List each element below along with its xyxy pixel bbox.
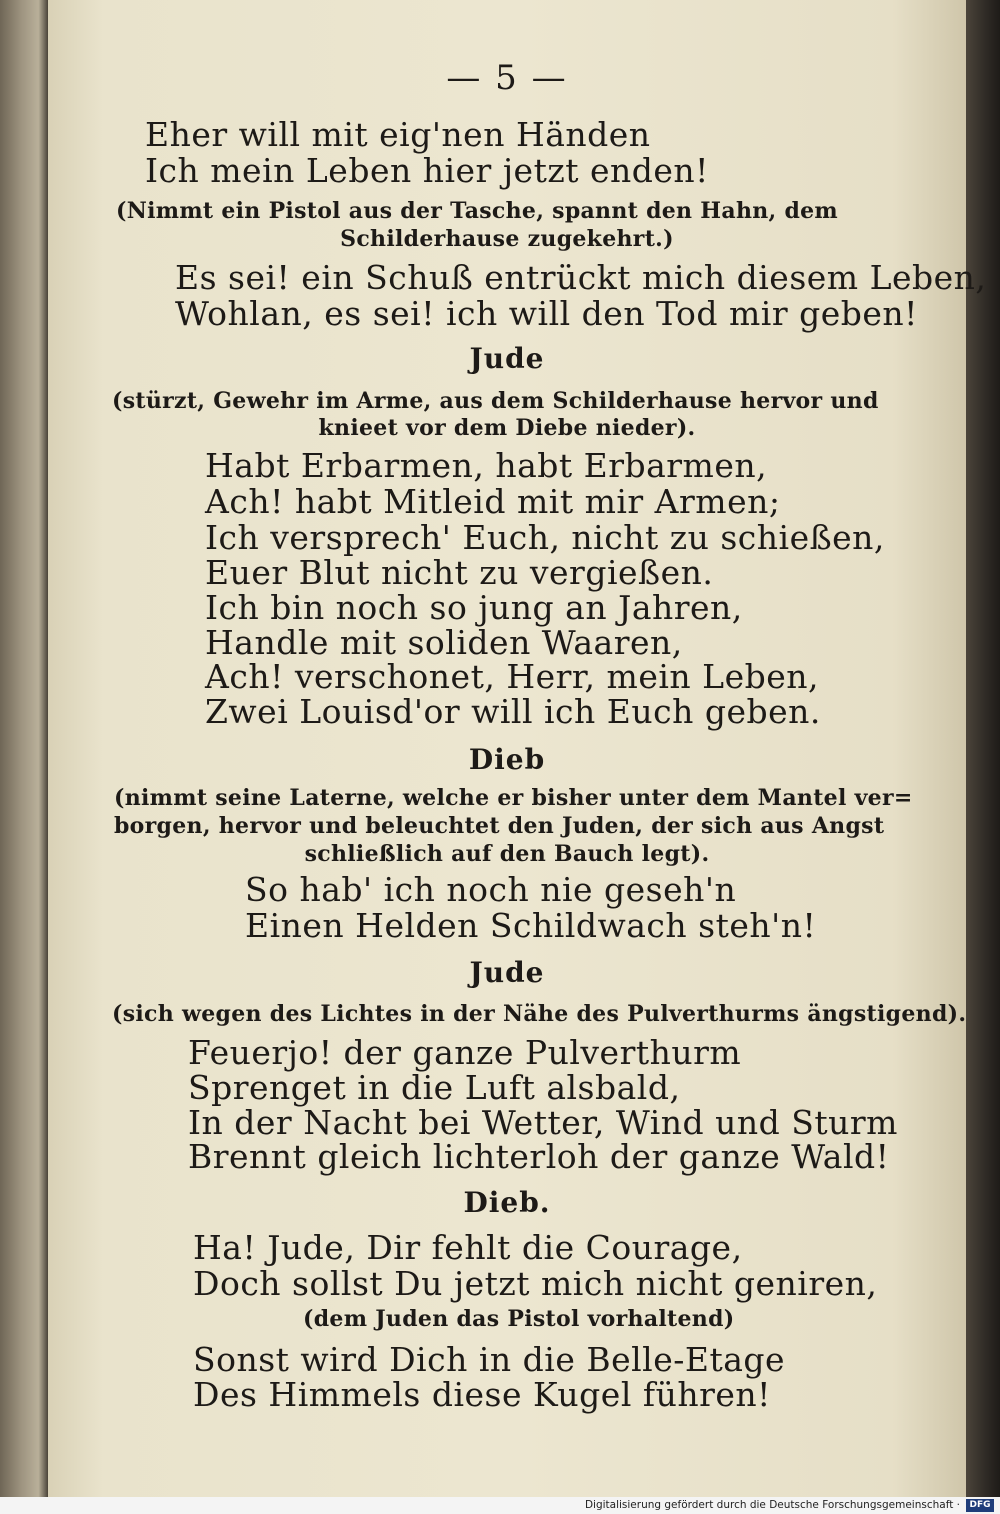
verse-line: In der Nacht bei Wetter, Wind und Sturm — [188, 1103, 898, 1142]
page-number: — 5 — — [446, 58, 568, 98]
verse-line: So hab' ich noch nie geseh'n — [245, 870, 737, 909]
scan-right-edge — [966, 0, 1000, 1497]
verse-line: Sprenget in die Luft alsbald, — [188, 1068, 681, 1107]
footer-note: Digitalisierung gefördert durch die Deutsche Forschungsgemeinschaft · — [584, 1499, 960, 1511]
book-page — [48, 0, 987, 1497]
verse-line: Ich mein Leben hier jetzt enden! — [145, 151, 709, 190]
verse-line: Feuerjo! der ganze Pulverthurm — [188, 1033, 742, 1072]
verse-line: Doch sollst Du jetzt mich nicht geniren, — [193, 1264, 878, 1303]
verse-line: Ich versprech' Euch, nicht zu schießen, — [205, 518, 885, 557]
verse-line: Des Himmels diese Kugel führen! — [193, 1375, 771, 1414]
verse-line: Ha! Jude, Dir fehlt die Courage, — [193, 1228, 743, 1267]
verse-line: Wohlan, es sei! ich will den Tod mir geben! — [175, 294, 918, 333]
speaker-name: Jude — [469, 342, 545, 375]
stage-direction: (Nimmt ein Pistol aus der Tasche, spannt den Hahn, dem — [116, 198, 839, 224]
verse-line: Ach! verschonet, Herr, mein Leben, — [205, 657, 819, 696]
speaker-name: Jude — [469, 956, 545, 989]
verse-line: Einen Helden Schildwach steh'n! — [245, 906, 817, 945]
verse-line: Eher will mit eig'nen Händen — [145, 115, 651, 154]
digitization-footer — [0, 1497, 1000, 1514]
stage-direction: knieet vor dem Diebe nieder). — [318, 415, 696, 441]
verse-line: Sonst wird Dich in die Belle-Etage — [193, 1340, 786, 1379]
verse-line: Zwei Louisd'or will ich Euch geben. — [205, 692, 821, 731]
verse-line: Brennt gleich lichterloh der ganze Wald! — [188, 1137, 890, 1176]
verse-line: Ich bin noch so jung an Jahren, — [205, 588, 743, 627]
scan-left-edge — [0, 0, 48, 1497]
verse-line: Handle mit soliden Waaren, — [205, 623, 683, 662]
verse-line: Euer Blut nicht zu vergießen. — [205, 553, 714, 592]
speaker-name: Dieb — [468, 743, 546, 776]
dfg-logo: DFG — [966, 1499, 994, 1512]
stage-direction: (stürzt, Gewehr im Arme, aus dem Schilderhause hervor und — [112, 388, 879, 414]
stage-direction: borgen, hervor und beleuchtet den Juden, der sich aus Angst — [114, 813, 885, 839]
stage-direction: schließlich auf den Bauch legt). — [304, 841, 710, 867]
stage-direction: (dem Juden das Pistol vorhaltend) — [303, 1306, 735, 1332]
verse-line: Habt Erbarmen, habt Erbarmen, — [205, 446, 768, 485]
stage-direction: (nimmt seine Laterne, welche er bisher unter dem Mantel ver= — [114, 785, 913, 811]
speaker-name: Dieb. — [463, 1186, 551, 1219]
verse-line: Ach! habt Mitleid mit mir Armen; — [205, 482, 781, 521]
stage-direction: Schilderhause zugekehrt.) — [340, 226, 674, 252]
verse-line: Es sei! ein Schuß entrückt mich diesem Leben, — [175, 258, 987, 297]
stage-direction: (sich wegen des Lichtes in der Nähe des Pulverthurms ängstigend). — [112, 1001, 967, 1027]
